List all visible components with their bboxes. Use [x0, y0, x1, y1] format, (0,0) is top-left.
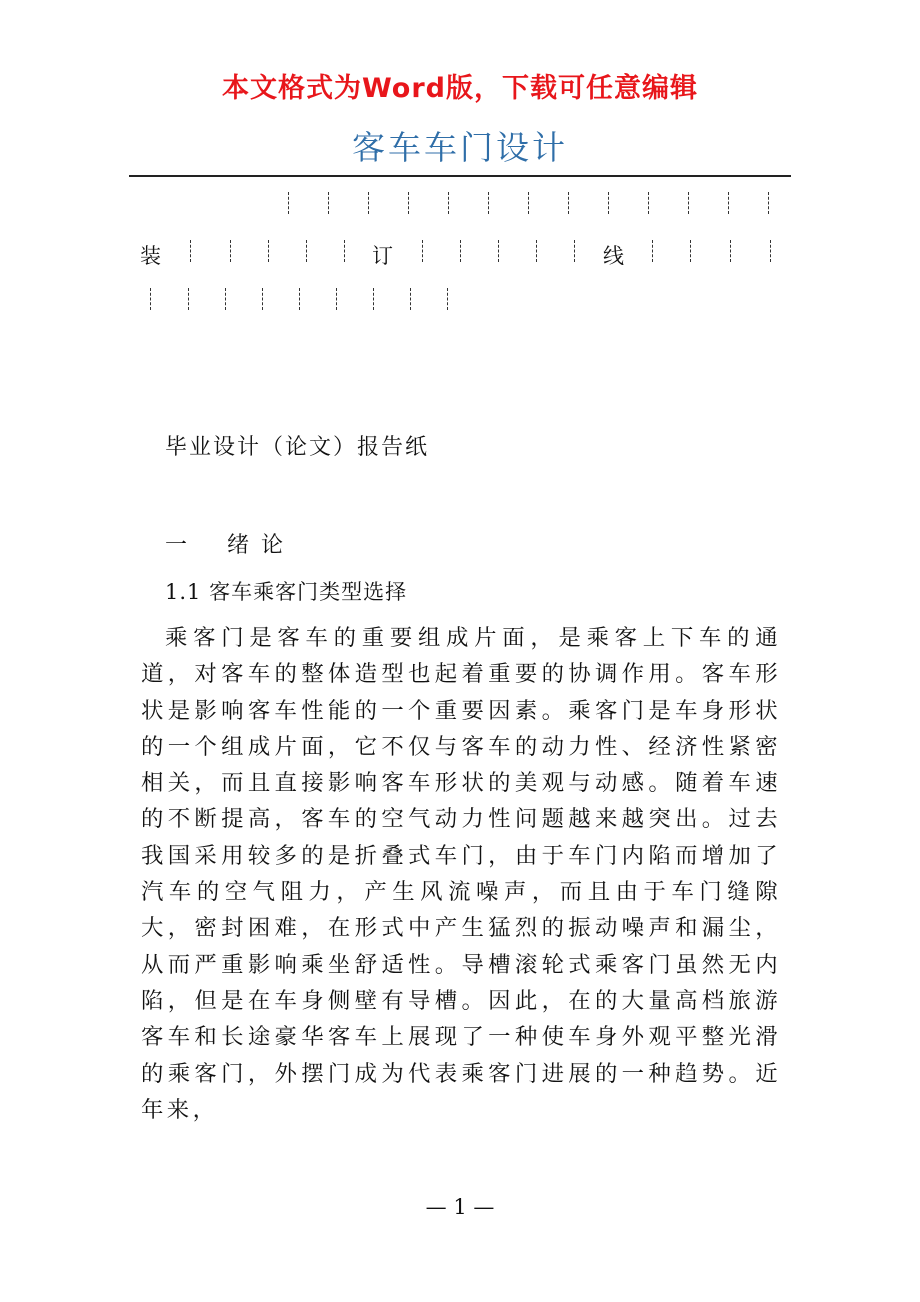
- binding-dash: [730, 240, 731, 262]
- binding-dash: [336, 288, 337, 310]
- binding-dash: [448, 192, 449, 214]
- binding-dash: [373, 288, 374, 310]
- binding-dash: [498, 240, 499, 262]
- binding-label-xian: 线: [603, 244, 624, 268]
- binding-dash: [288, 192, 289, 214]
- chapter-title: 绪论: [227, 533, 296, 558]
- binding-dash: [150, 288, 151, 310]
- binding-dash: [344, 240, 345, 262]
- binding-label-ding: 订: [372, 244, 393, 268]
- binding-dash: [306, 240, 307, 262]
- binding-dash: [188, 288, 189, 310]
- binding-dash: [268, 240, 269, 262]
- binding-dash: [574, 240, 575, 262]
- binding-line: [0, 0, 920, 320]
- binding-dash: [568, 192, 569, 214]
- binding-dash: [652, 240, 653, 262]
- binding-dash: [536, 240, 537, 262]
- binding-dash: [608, 192, 609, 214]
- binding-dash: [299, 288, 300, 310]
- binding-dash: [410, 288, 411, 310]
- chapter-number: 一: [165, 533, 188, 558]
- report-subtitle: 毕业设计（论文）报告纸: [165, 435, 430, 460]
- document-title: 客车车门设计: [352, 128, 568, 167]
- binding-dash: [728, 192, 729, 214]
- binding-dash: [408, 192, 409, 214]
- chapter-heading: [165, 528, 295, 559]
- binding-dash: [528, 192, 529, 214]
- binding-label-zhuang: 装: [140, 244, 161, 268]
- binding-dash: [328, 192, 329, 214]
- page-number: — 1 —: [425, 1195, 495, 1219]
- body-paragraph: 乘客门是客车的重要组成片面，是乘客上下车的通道，对客车的整体造型也起着重要的协调作用。客车形状是影响客车性能的一个重要因素。乘客门是车身形状的一个组成片面，它不仅与客车的动力性、经济性紧密相关，而且直接影响客车形状的美观与动感。随着车速的不断提高，客车的空气动力性问题越来越突出。过去我国采用较多的是折叠式车门，由于车门内陷而增加了汽车的空气阻力，产生风流噪声，而且由于车门缝隙大，密封困难，在形式中产生猛烈的振动噪声和漏尘，从而严重影响乘坐舒适性。导槽滚轮式乘客门虽然无内陷，但是在车身侧壁有导槽。因此，在的大量高档旅游客车和长途豪华客车上展现了一种使车身外观平整光滑的乘客门，外摆门成为代表乘客门进展的一种趋势。近年来，: [141, 625, 781, 1123]
- binding-dash: [190, 240, 191, 262]
- download-banner: 本文格式为Word版，下载可任意编辑: [221, 73, 698, 104]
- binding-dash: [768, 192, 769, 214]
- section-heading: 1.1 客车乘客门类型选择: [165, 580, 408, 604]
- binding-dash: [447, 288, 448, 310]
- binding-dash: [770, 240, 771, 262]
- binding-dash: [225, 288, 226, 310]
- binding-dash: [688, 192, 689, 214]
- binding-dash: [422, 240, 423, 262]
- binding-dash: [460, 240, 461, 262]
- binding-dash: [690, 240, 691, 262]
- binding-dash: [368, 192, 369, 214]
- binding-dash: [262, 288, 263, 310]
- binding-dash: [230, 240, 231, 262]
- binding-dash: [488, 192, 489, 214]
- binding-dash: [648, 192, 649, 214]
